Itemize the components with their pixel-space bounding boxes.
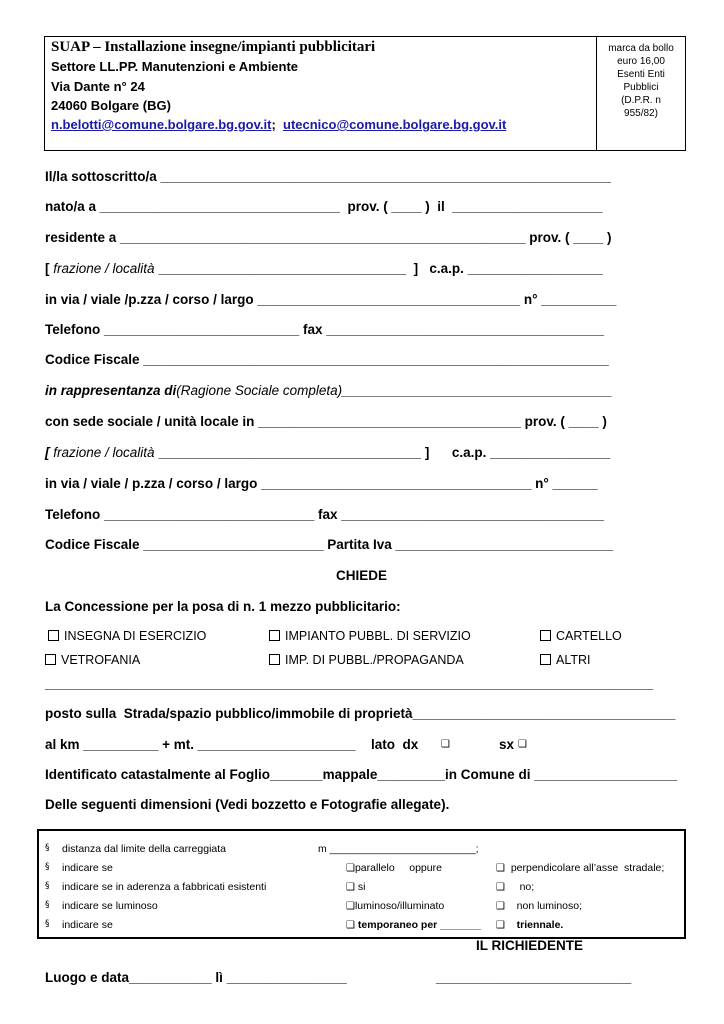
checkbox[interactable]: ❑	[496, 882, 505, 893]
field-sottoscritto[interactable]: Il/la sottoscritto/a ____________________________________________________________	[45, 169, 612, 184]
dim-row-label: indicare se luminoso	[62, 900, 158, 912]
option-parallelo[interactable]	[346, 862, 442, 874]
field-via-2[interactable]: in via / viale / p.zza / corso / largo ____________________________________ n° ______	[45, 476, 598, 491]
option-label: perpendicolare all’asse stradale;	[510, 862, 665, 874]
checkbox-dx[interactable]: ❑	[441, 739, 450, 750]
marca-line: 955/82)	[624, 108, 658, 119]
option-label: si	[357, 881, 366, 893]
lato-dx-label: lato dx	[371, 737, 419, 752]
field-rappresentanza[interactable]	[45, 383, 612, 398]
bullet-icon: §	[45, 900, 50, 910]
form-title: SUAP – Installazione insegne/impianti pubblicitari	[51, 39, 376, 55]
richiedente-label: IL RICHIEDENTE	[476, 938, 584, 953]
option-label: triennale.	[516, 919, 564, 931]
field-distanza[interactable]: m _________________________;	[318, 843, 479, 855]
option-label: temporaneo per _______	[357, 919, 482, 931]
checkbox[interactable]: ❑	[496, 863, 505, 874]
frazione-rest: _________________________________ ] c.a.p. __________________	[154, 261, 603, 276]
field-telefono-1[interactable]: Telefono __________________________ fax _____________________________________	[45, 322, 605, 337]
option-no[interactable]	[496, 881, 534, 893]
option-impianto[interactable]	[269, 629, 471, 643]
concessione-text: La Concessione per la posa di n. 1 mezzo pubblicitario:	[45, 599, 401, 614]
checkbox[interactable]	[540, 654, 551, 665]
checkbox[interactable]: ❑	[496, 901, 505, 912]
bullet-icon: §	[45, 862, 50, 872]
option-label: IMP. DI PUBBL./PROPAGANDA	[285, 653, 464, 667]
bracket: [	[45, 445, 54, 460]
rappresentanza-rest: (Ragione Sociale completa)____________________________________	[176, 383, 613, 398]
marca-line: (D.P.R. n	[621, 95, 661, 106]
frazione-label: frazione / località	[53, 261, 155, 276]
frazione-label: frazione / località	[53, 445, 155, 460]
checkbox[interactable]	[269, 654, 280, 665]
lato-sx-label: sx	[499, 737, 515, 752]
dim-row-label: indicare se in aderenza a fabbricati esistenti	[62, 881, 267, 893]
email-separator: ;	[271, 117, 276, 132]
email-link-1[interactable]: n.belotti@comune.bolgare.bg.gov.it	[51, 117, 272, 132]
checkbox[interactable]: ❑	[346, 863, 355, 874]
dimensioni-text: Delle seguenti dimensioni (Vedi bozzetto e Fotografie allegate).	[45, 797, 450, 812]
option-triennale[interactable]	[496, 919, 563, 931]
option-label: luminoso/illuminato	[354, 900, 445, 912]
chiede-heading: CHIEDE	[336, 568, 388, 583]
field-frazione-2[interactable]	[45, 445, 610, 460]
field-nato[interactable]: nato/a a ________________________________ prov. ( ____ ) il ____________________	[45, 199, 603, 214]
field-firma[interactable]: __________________________	[436, 970, 632, 985]
field-posto[interactable]: posto sulla Strada/spazio pubblico/immobile di proprietà___________________________________	[45, 706, 676, 721]
option-label: IMPIANTO PUBBL. DI SERVIZIO	[285, 629, 471, 643]
option-label: parallelo oppure	[354, 862, 442, 874]
option-label: INSEGNA DI ESERCIZIO	[64, 629, 207, 643]
bullet-icon: §	[45, 843, 50, 853]
checkbox[interactable]: ❑	[346, 882, 355, 893]
field-codice-fiscale-2[interactable]: Codice Fiscale ________________________ Partita Iva _____________________________	[45, 537, 614, 552]
field-km[interactable]: al km __________ + mt. _____________________	[45, 737, 356, 752]
option-label: no;	[519, 881, 535, 893]
option-propaganda[interactable]	[269, 653, 464, 667]
bullet-icon: §	[45, 881, 50, 891]
option-si[interactable]	[346, 881, 365, 893]
option-luminoso[interactable]	[346, 900, 444, 912]
field-sede[interactable]: con sede sociale / unità locale in ___________________________________ prov. ( ____ )	[45, 414, 607, 429]
email-link-2[interactable]: utecnico@comune.bolgare.bg.gov.it	[283, 117, 507, 132]
blank-line[interactable]: _________________________________________________________________________________	[45, 676, 654, 691]
option-altri[interactable]	[540, 653, 591, 667]
checkbox[interactable]	[540, 630, 551, 641]
checkbox[interactable]	[269, 630, 280, 641]
field-frazione-1[interactable]	[45, 261, 603, 276]
option-label: ALTRI	[556, 653, 591, 667]
option-perpendicolare[interactable]	[496, 862, 664, 874]
option-cartello[interactable]	[540, 629, 622, 643]
marca-line: marca da bollo	[608, 43, 674, 54]
marca-line: Pubblici	[623, 82, 659, 93]
bullet-icon: §	[45, 919, 50, 929]
address-city: 24060 Bolgare (BG)	[51, 98, 171, 113]
address-street: Via Dante n° 24	[51, 79, 145, 94]
bracket: [	[45, 261, 54, 276]
field-residente[interactable]: residente a ______________________________________________________ prov. ( ____ )	[45, 230, 612, 245]
option-insegna[interactable]	[48, 629, 206, 643]
option-vetrofania[interactable]	[45, 653, 140, 667]
header-divider	[596, 36, 597, 151]
marca-line: euro 16,00	[617, 56, 665, 67]
checkbox-sx[interactable]: ❑	[518, 739, 527, 750]
checkbox[interactable]	[45, 654, 56, 665]
option-temporaneo[interactable]	[346, 919, 481, 931]
dim-row-label: indicare se	[62, 919, 113, 931]
checkbox[interactable]: ❑	[346, 920, 355, 931]
field-telefono-2[interactable]: Telefono ____________________________ fax ___________________________________	[45, 507, 605, 522]
option-label: VETROFANIA	[61, 653, 141, 667]
checkbox[interactable]: ❑	[496, 920, 505, 931]
marca-da-bollo	[598, 42, 684, 120]
frazione-rest: ___________________________________ ] c.a.p. ________________	[154, 445, 611, 460]
marca-line: Esenti Enti	[617, 69, 665, 80]
field-catasto[interactable]: Identificato catastalmente al Foglio_______mappale_________in Comune di ___________________	[45, 767, 677, 782]
settore: Settore LL.PP. Manutenzioni e Ambiente	[51, 59, 299, 74]
field-codice-fiscale-1[interactable]: Codice Fiscale ______________________________________________________________	[45, 352, 609, 367]
rappresentanza-label: in rappresentanza di	[45, 383, 177, 398]
dim-row-label: distanza dal limite della carreggiata	[62, 843, 227, 855]
checkbox[interactable]: ❑	[346, 901, 355, 912]
checkbox[interactable]	[48, 630, 59, 641]
option-label: non luminoso;	[516, 900, 583, 912]
field-luogo-data[interactable]: Luogo e data___________ lì ________________	[45, 970, 347, 985]
email-line	[51, 117, 506, 132]
dim-row-label: indicare se	[62, 862, 113, 874]
option-label: CARTELLO	[556, 629, 622, 643]
field-via-1[interactable]: in via / viale /p.zza / corso / largo ___________________________________ n° __________	[45, 292, 617, 307]
option-non-luminoso[interactable]	[496, 900, 582, 912]
